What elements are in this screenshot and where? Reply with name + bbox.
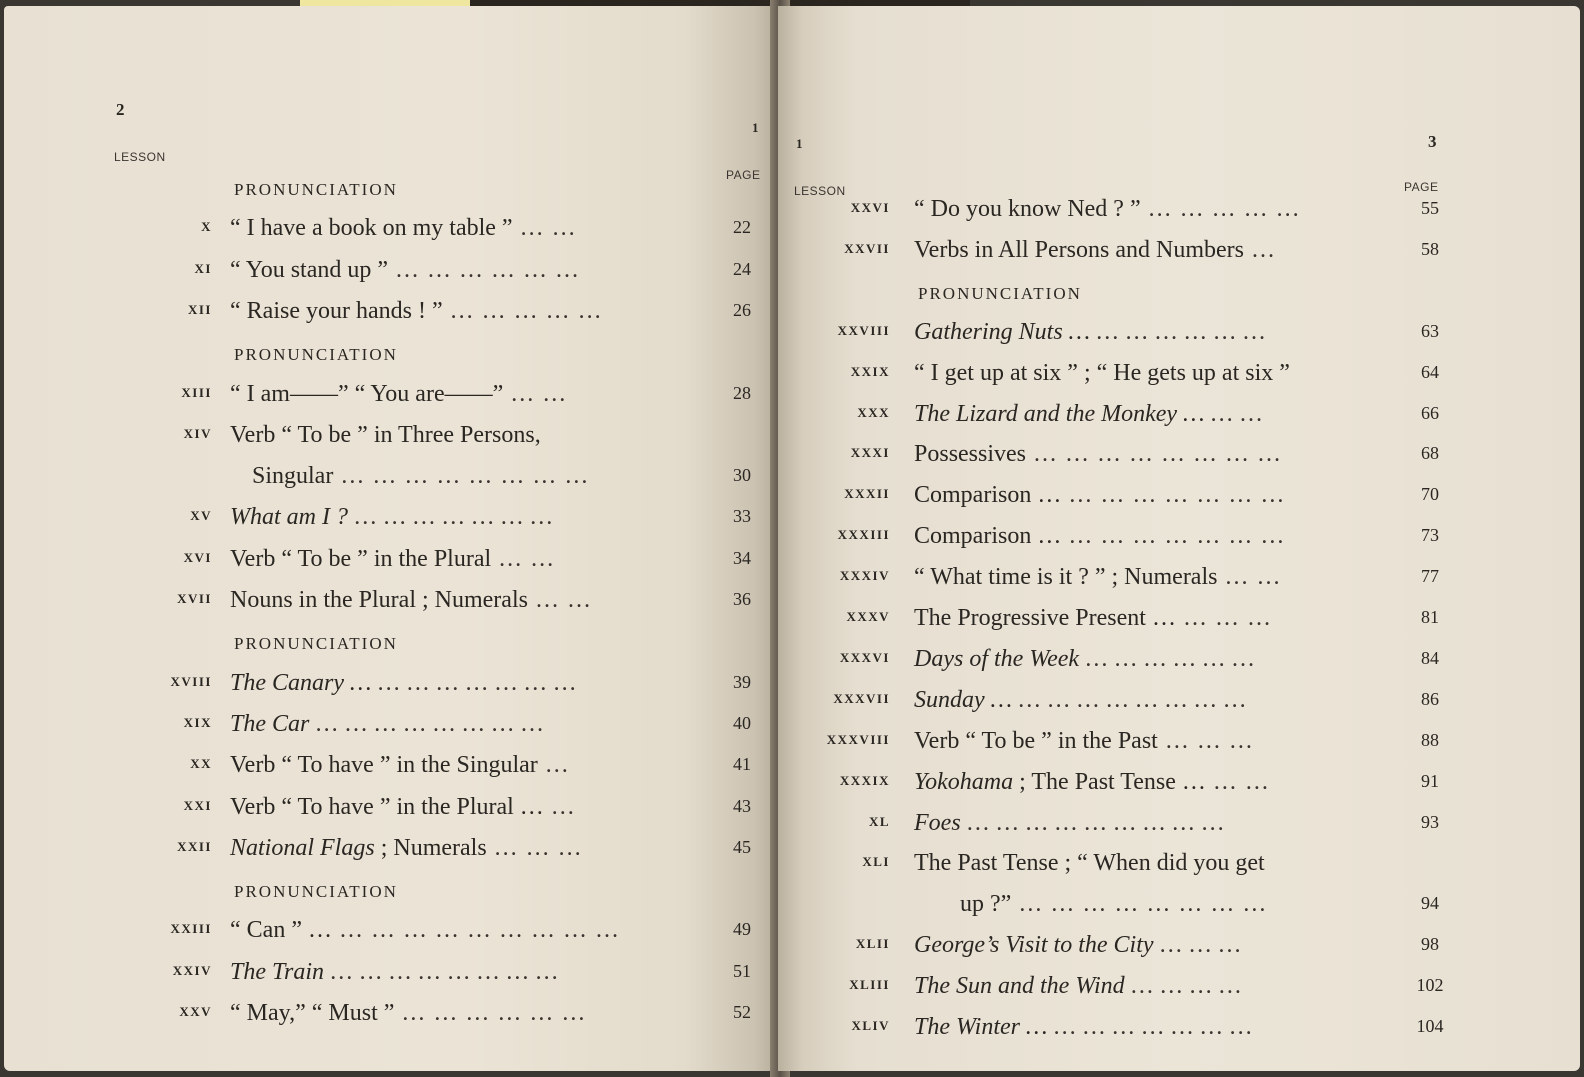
- page-ref: 77: [1421, 566, 1439, 587]
- toc-entry: [4, 298, 774, 338]
- leader-dots: …: [537, 752, 570, 779]
- leader-dots: … …: [527, 587, 592, 613]
- lesson-number: xliii: [849, 973, 890, 994]
- page-number: 2: [116, 100, 125, 119]
- leader-dots: … …: [1217, 564, 1282, 591]
- page-ref: 39: [733, 671, 751, 692]
- lesson-number: xli: [862, 850, 890, 871]
- page-ref: 34: [733, 547, 751, 568]
- lesson-number: xxxviii: [826, 727, 890, 748]
- leader-dots: … … … … … … … …: [333, 463, 590, 490]
- lesson-title: Sunday … … … … … … … … …: [914, 686, 1247, 713]
- page-ref: 55: [1421, 198, 1439, 218]
- toc-entry: [778, 850, 1578, 890]
- lesson-number: xxvi: [850, 196, 890, 216]
- toc-entry: [4, 587, 774, 627]
- toc-entry: [778, 196, 1578, 236]
- lesson-number: xxi: [183, 793, 212, 814]
- page-ref: 49: [733, 919, 751, 940]
- lesson-number: xxviii: [837, 318, 890, 339]
- lesson-title: “ Can ” … … … … … … … … … …: [230, 917, 620, 944]
- toc-entry: [4, 670, 774, 710]
- leader-dots: … … … … … … …: [371, 669, 577, 696]
- leader-dots: …: [543, 793, 576, 820]
- toc-entry: [4, 752, 774, 792]
- leader-dots: … … … … …: [1140, 196, 1301, 222]
- toc-entry: [778, 319, 1578, 359]
- lesson-title: The Past Tense ; “ When did you get: [914, 850, 1265, 877]
- lesson-title: The Sun and the Wind … … … …: [914, 973, 1243, 1000]
- leader-dots: … … … … …: [442, 297, 603, 324]
- lesson-column-label: LESSON: [114, 150, 166, 164]
- page-ref: 66: [1421, 402, 1439, 423]
- page-ref: 36: [733, 589, 751, 609]
- lesson-title: Verbs in All Persons and Numbers …: [914, 236, 1276, 263]
- page-ref: 58: [1421, 238, 1439, 259]
- lesson-title: The Progressive Present … … … …: [914, 605, 1272, 631]
- lesson-number: xlii: [855, 932, 890, 953]
- lesson-title: Possessives … … … … … … … …: [914, 441, 1283, 468]
- page-ref: 102: [1416, 975, 1444, 996]
- lesson-title: Comparison … … … … … … … …: [914, 523, 1286, 550]
- lesson-number: xvi: [183, 545, 212, 566]
- lesson-number: xxxi: [850, 441, 890, 462]
- lesson-title: Verb “ To be ” in the Plural … …: [230, 545, 556, 572]
- leader-dots: … … … … … … …: [1061, 482, 1286, 509]
- lesson-title: “ I am——” “ You are——” … …: [230, 380, 568, 407]
- page-ref: 63: [1421, 320, 1439, 341]
- page-ref: 88: [1421, 729, 1439, 750]
- lesson-number: xx: [190, 752, 212, 773]
- toc-entry: [4, 546, 774, 586]
- lesson-title: “ I have a book on my table ” … …: [230, 215, 577, 242]
- lesson-column-label: LESSON: [794, 184, 846, 198]
- toc-entry: [778, 360, 1578, 400]
- lesson-number: xxxv: [846, 605, 890, 625]
- toc-entry: [4, 835, 774, 875]
- toc-entry: [4, 504, 774, 544]
- page-ref: 24: [733, 258, 751, 279]
- lesson-number: xxiv: [172, 958, 212, 979]
- page-ref: 52: [733, 1002, 751, 1022]
- lesson-title: Yokohama ; The Past Tense … … …: [914, 768, 1270, 795]
- toc-entry: [778, 728, 1578, 768]
- page-ref: 40: [733, 712, 751, 733]
- page-ref: 93: [1421, 811, 1439, 832]
- toc-entry: [778, 810, 1578, 850]
- leader-dots: … …: [512, 215, 577, 242]
- toc-entry: [778, 523, 1578, 563]
- lesson-number: xxvii: [844, 236, 890, 257]
- leader-dots: … … … … … …: [1090, 318, 1267, 345]
- leader-dots: … … … … … … … …: [1012, 686, 1247, 713]
- page-column-label: PAGE: [1404, 180, 1439, 194]
- lesson-number: xxiii: [170, 917, 212, 938]
- page-ref: 81: [1421, 607, 1439, 627]
- lesson-number: xiv: [183, 421, 212, 442]
- section-heading: PRONUNCIATION: [234, 882, 398, 902]
- leader-dots: …: [1243, 236, 1276, 263]
- leader-dots: … … …: [486, 834, 583, 861]
- toc-entry: [778, 605, 1578, 645]
- corner-mark: 1: [752, 120, 759, 135]
- lesson-title: The Winter … … … … … … … …: [914, 1014, 1253, 1040]
- section-heading: PRONUNCIATION: [234, 345, 398, 365]
- lesson-title: Verb “ To be ” in the Past … … …: [914, 727, 1254, 754]
- toc-entry: [778, 441, 1578, 481]
- lesson-title: “ You stand up ” … … … … … …: [230, 256, 581, 283]
- leader-dots: … … … … … … …: [1061, 523, 1286, 550]
- lesson-number: xxxiv: [839, 564, 890, 585]
- lesson-number: xii: [187, 297, 212, 318]
- toc-entry: [778, 891, 1578, 931]
- toc-entry: [4, 381, 774, 421]
- lesson-title: Verb “ To have ” in the Singular …: [230, 752, 570, 779]
- toc-entry: [778, 646, 1578, 686]
- lesson-number: xxxix: [839, 768, 890, 789]
- page-ref: 41: [733, 754, 751, 775]
- left-page: [4, 6, 778, 1071]
- lesson-title: The Car … … … … … … … …: [230, 710, 545, 737]
- leader-dots: … … … … … …: [388, 256, 581, 283]
- toc-entry: [778, 564, 1578, 604]
- leader-dots: … … …: [1157, 727, 1254, 754]
- page-ref: 64: [1421, 361, 1439, 382]
- lesson-title: Days of the Week … … … … … …: [914, 645, 1256, 672]
- page-ref: 28: [733, 382, 751, 403]
- lesson-number: xiii: [181, 380, 212, 401]
- lesson-number: xix: [183, 710, 212, 731]
- toc-entry: [778, 769, 1578, 809]
- leader-dots: … …: [503, 380, 568, 407]
- page-ref: 94: [1421, 893, 1439, 914]
- toc-entry: [778, 482, 1578, 522]
- leader-dots: … … … …: [1124, 973, 1243, 1000]
- page-column-label: PAGE: [726, 168, 761, 182]
- toc-entry: [778, 237, 1578, 277]
- lesson-number: xxxiii: [837, 523, 890, 544]
- lesson-title: “ Raise your hands ! ” … … … … …: [230, 297, 603, 324]
- page-ref: 51: [733, 960, 751, 981]
- lesson-title: The Canary … … … … … … … …: [230, 669, 577, 696]
- page-ref: 30: [733, 465, 751, 486]
- leader-dots: … …: [1204, 400, 1264, 427]
- toc-entry: [778, 932, 1578, 972]
- lesson-number: xi: [194, 256, 212, 277]
- page-ref: 98: [1421, 934, 1439, 955]
- page-ref: 33: [733, 506, 751, 527]
- page-ref: 91: [1421, 770, 1439, 791]
- page-ref: 22: [733, 217, 751, 238]
- leader-dots: … … …: [1153, 932, 1242, 959]
- leader-dots: … … … … … … … … …: [960, 809, 1225, 836]
- lesson-number: xv: [190, 504, 212, 525]
- leader-dots: … … … … … …: [394, 1000, 587, 1026]
- lesson-title: Gathering Nuts … … … … … … …: [914, 318, 1267, 345]
- lesson-number: xliv: [851, 1014, 890, 1034]
- lesson-title: George’s Visit to the City … … …: [914, 932, 1242, 959]
- corner-mark: 1: [796, 136, 803, 151]
- page-ref: 104: [1416, 1016, 1444, 1036]
- lesson-title: The Lizard and the Monkey … … …: [914, 400, 1264, 427]
- lesson-number: xxxvi: [839, 645, 890, 666]
- toc-entry: [778, 401, 1578, 441]
- section-heading: PRONUNCIATION: [234, 180, 398, 199]
- page-ref: 26: [733, 299, 751, 320]
- leader-dots: … … … … … …: [1079, 645, 1256, 672]
- page-ref: 68: [1421, 443, 1439, 464]
- page-ref: 43: [733, 795, 751, 816]
- lesson-title: Verb “ To be ” in Three Persons,: [230, 421, 541, 448]
- toc-entry: [4, 463, 774, 503]
- page-ref: 84: [1421, 647, 1439, 668]
- toc-entry: [4, 257, 774, 297]
- toc-entry: [4, 422, 774, 462]
- lesson-title: up ?” … … … … … … … …: [960, 891, 1268, 918]
- lesson-number: x: [201, 215, 212, 236]
- page-number: 3: [1428, 132, 1437, 151]
- page-ref: 70: [1421, 484, 1439, 505]
- section-heading: PRONUNCIATION: [918, 283, 1082, 303]
- lesson-number: xviii: [170, 669, 212, 690]
- toc-entry: [4, 959, 774, 999]
- leader-dots: … … … … … … … …: [1011, 891, 1268, 918]
- lesson-title: Verb “ To have ” in the Plural … …: [230, 793, 576, 820]
- leader-dots: … … … … … … … … …: [331, 917, 620, 944]
- toc-entry: [4, 794, 774, 834]
- toc-entry: [4, 917, 774, 957]
- lesson-title: Foes … … … … … … … … …: [914, 809, 1225, 836]
- toc-entry: [4, 1000, 774, 1040]
- lesson-number: xxxii: [844, 482, 890, 503]
- lesson-title: “ Do you know Ned ? ” … … … … …: [914, 196, 1301, 222]
- right-page: [778, 6, 1580, 1071]
- section-heading: PRONUNCIATION: [234, 634, 398, 654]
- lesson-number: xxx: [857, 400, 890, 421]
- leader-dots: … … … … … … … …: [1026, 441, 1283, 468]
- lesson-title: “ I get up at six ” ; “ He gets up at six ”: [914, 359, 1290, 386]
- leader-dots: … … … … … … …: [347, 504, 554, 531]
- toc-entry: [778, 973, 1578, 1013]
- lesson-title: Nouns in the Plural ; Numerals … …: [230, 587, 592, 613]
- lesson-number: xxix: [850, 359, 890, 380]
- lesson-number: xxii: [177, 834, 212, 855]
- toc-entry: [778, 687, 1578, 727]
- lesson-title: The Train … … … … … … … …: [230, 958, 559, 985]
- leader-dots: … … …: [1175, 605, 1272, 631]
- toc-entry: [4, 711, 774, 751]
- lesson-title: Singular … … … … … … … …: [252, 463, 590, 490]
- lesson-title: What am I ? … … … … … … …: [230, 504, 554, 531]
- page-ref: 45: [733, 836, 751, 857]
- leader-dots: … … … … … … …: [1047, 1014, 1253, 1040]
- lesson-number: xxxvii: [833, 686, 890, 707]
- toc-entry: [4, 215, 774, 255]
- toc-entry: [778, 1014, 1578, 1054]
- lesson-number: xl: [868, 809, 890, 830]
- page-ref: 86: [1421, 688, 1439, 709]
- lesson-title: “ What time is it ? ” ; Numerals … …: [914, 564, 1282, 591]
- lesson-number: xvii: [177, 587, 212, 607]
- lesson-title: Comparison … … … … … … … …: [914, 482, 1286, 509]
- lesson-number: xxv: [179, 1000, 212, 1020]
- lesson-title: “ May,” “ Must ” … … … … … …: [230, 1000, 587, 1026]
- leader-dots: … …: [491, 545, 556, 572]
- leader-dots: … … … … … … … …: [309, 710, 545, 737]
- page-ref: 73: [1421, 525, 1439, 546]
- leader-dots: … …: [1205, 768, 1270, 795]
- lesson-title: National Flags ; Numerals … … …: [230, 834, 583, 861]
- leader-dots: … … … … … … … …: [324, 958, 559, 985]
